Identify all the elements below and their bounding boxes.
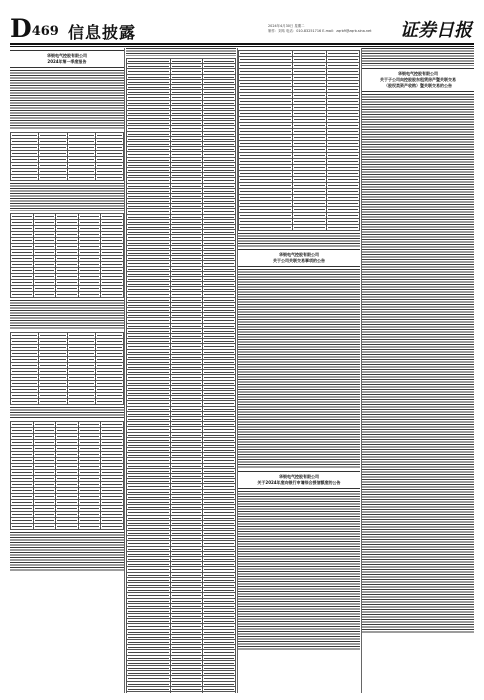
table-caption-text <box>126 48 236 56</box>
notice-heading-1 <box>238 249 360 267</box>
masthead-info <box>268 24 371 34</box>
report-company: 华银电气控股有限公司 <box>47 53 87 58</box>
notice-1-company: 华银电气控股有限公司 <box>279 252 319 257</box>
balance-sheet-table <box>126 58 236 693</box>
notice-3-title-line-2: （股权类资产收购）暨关联交易的公告 <box>384 83 452 88</box>
notice-2-title: 关于2024年度向银行申请综合授信额度的公告 <box>257 480 341 485</box>
notice-heading-3 <box>362 68 474 92</box>
date-line: 2024年4月30日 星期二 <box>268 24 305 28</box>
notice-3-company: 华银电气控股有限公司 <box>398 71 438 76</box>
notice-2-company: 华银电气控股有限公司 <box>279 474 319 479</box>
report-body-text <box>10 70 124 130</box>
column-4 <box>362 48 474 693</box>
page-number <box>10 16 59 41</box>
page-number-digits: 469 <box>31 24 59 39</box>
financial-table-1 <box>10 132 124 181</box>
column-3 <box>238 48 360 693</box>
report-body-text <box>10 300 124 330</box>
notice-heading-2 <box>238 471 360 489</box>
report-title: 2024年第一季度报告 <box>47 59 87 64</box>
report-body-text <box>10 532 124 572</box>
notice-1-title: 关于公司关联交易事项的公告 <box>273 258 325 263</box>
notice-1-body <box>238 269 360 469</box>
report-body-text <box>10 183 124 211</box>
report-body-text <box>10 407 124 419</box>
cashflow-table <box>238 50 360 231</box>
notice-3-body <box>362 94 474 634</box>
report-heading <box>10 50 124 68</box>
notice-2-body <box>238 491 360 651</box>
financial-table-3 <box>10 332 124 405</box>
page-letter: D <box>10 14 32 43</box>
masthead-rule-thin <box>10 46 474 47</box>
section-title: 信息披露 <box>68 23 137 42</box>
paper-logo: 证券日报 <box>400 20 472 41</box>
financial-table-2 <box>10 213 124 298</box>
contact-line: 制作：刘玮 电话：010-83251716 E-mail：zqrb9@zqrb.sina.net <box>268 29 372 33</box>
column-2 <box>126 48 236 693</box>
financial-table-4 <box>10 421 124 530</box>
notice-3-title-line-1: 关于子公司向控股股东租赁房产暨关联交易 <box>380 77 456 82</box>
masthead <box>10 16 474 42</box>
column-1 <box>10 48 124 693</box>
column-divider <box>124 48 125 693</box>
table-footnote-text <box>238 233 360 247</box>
column-4-intro-text <box>362 48 474 66</box>
masthead-rule <box>10 43 474 45</box>
